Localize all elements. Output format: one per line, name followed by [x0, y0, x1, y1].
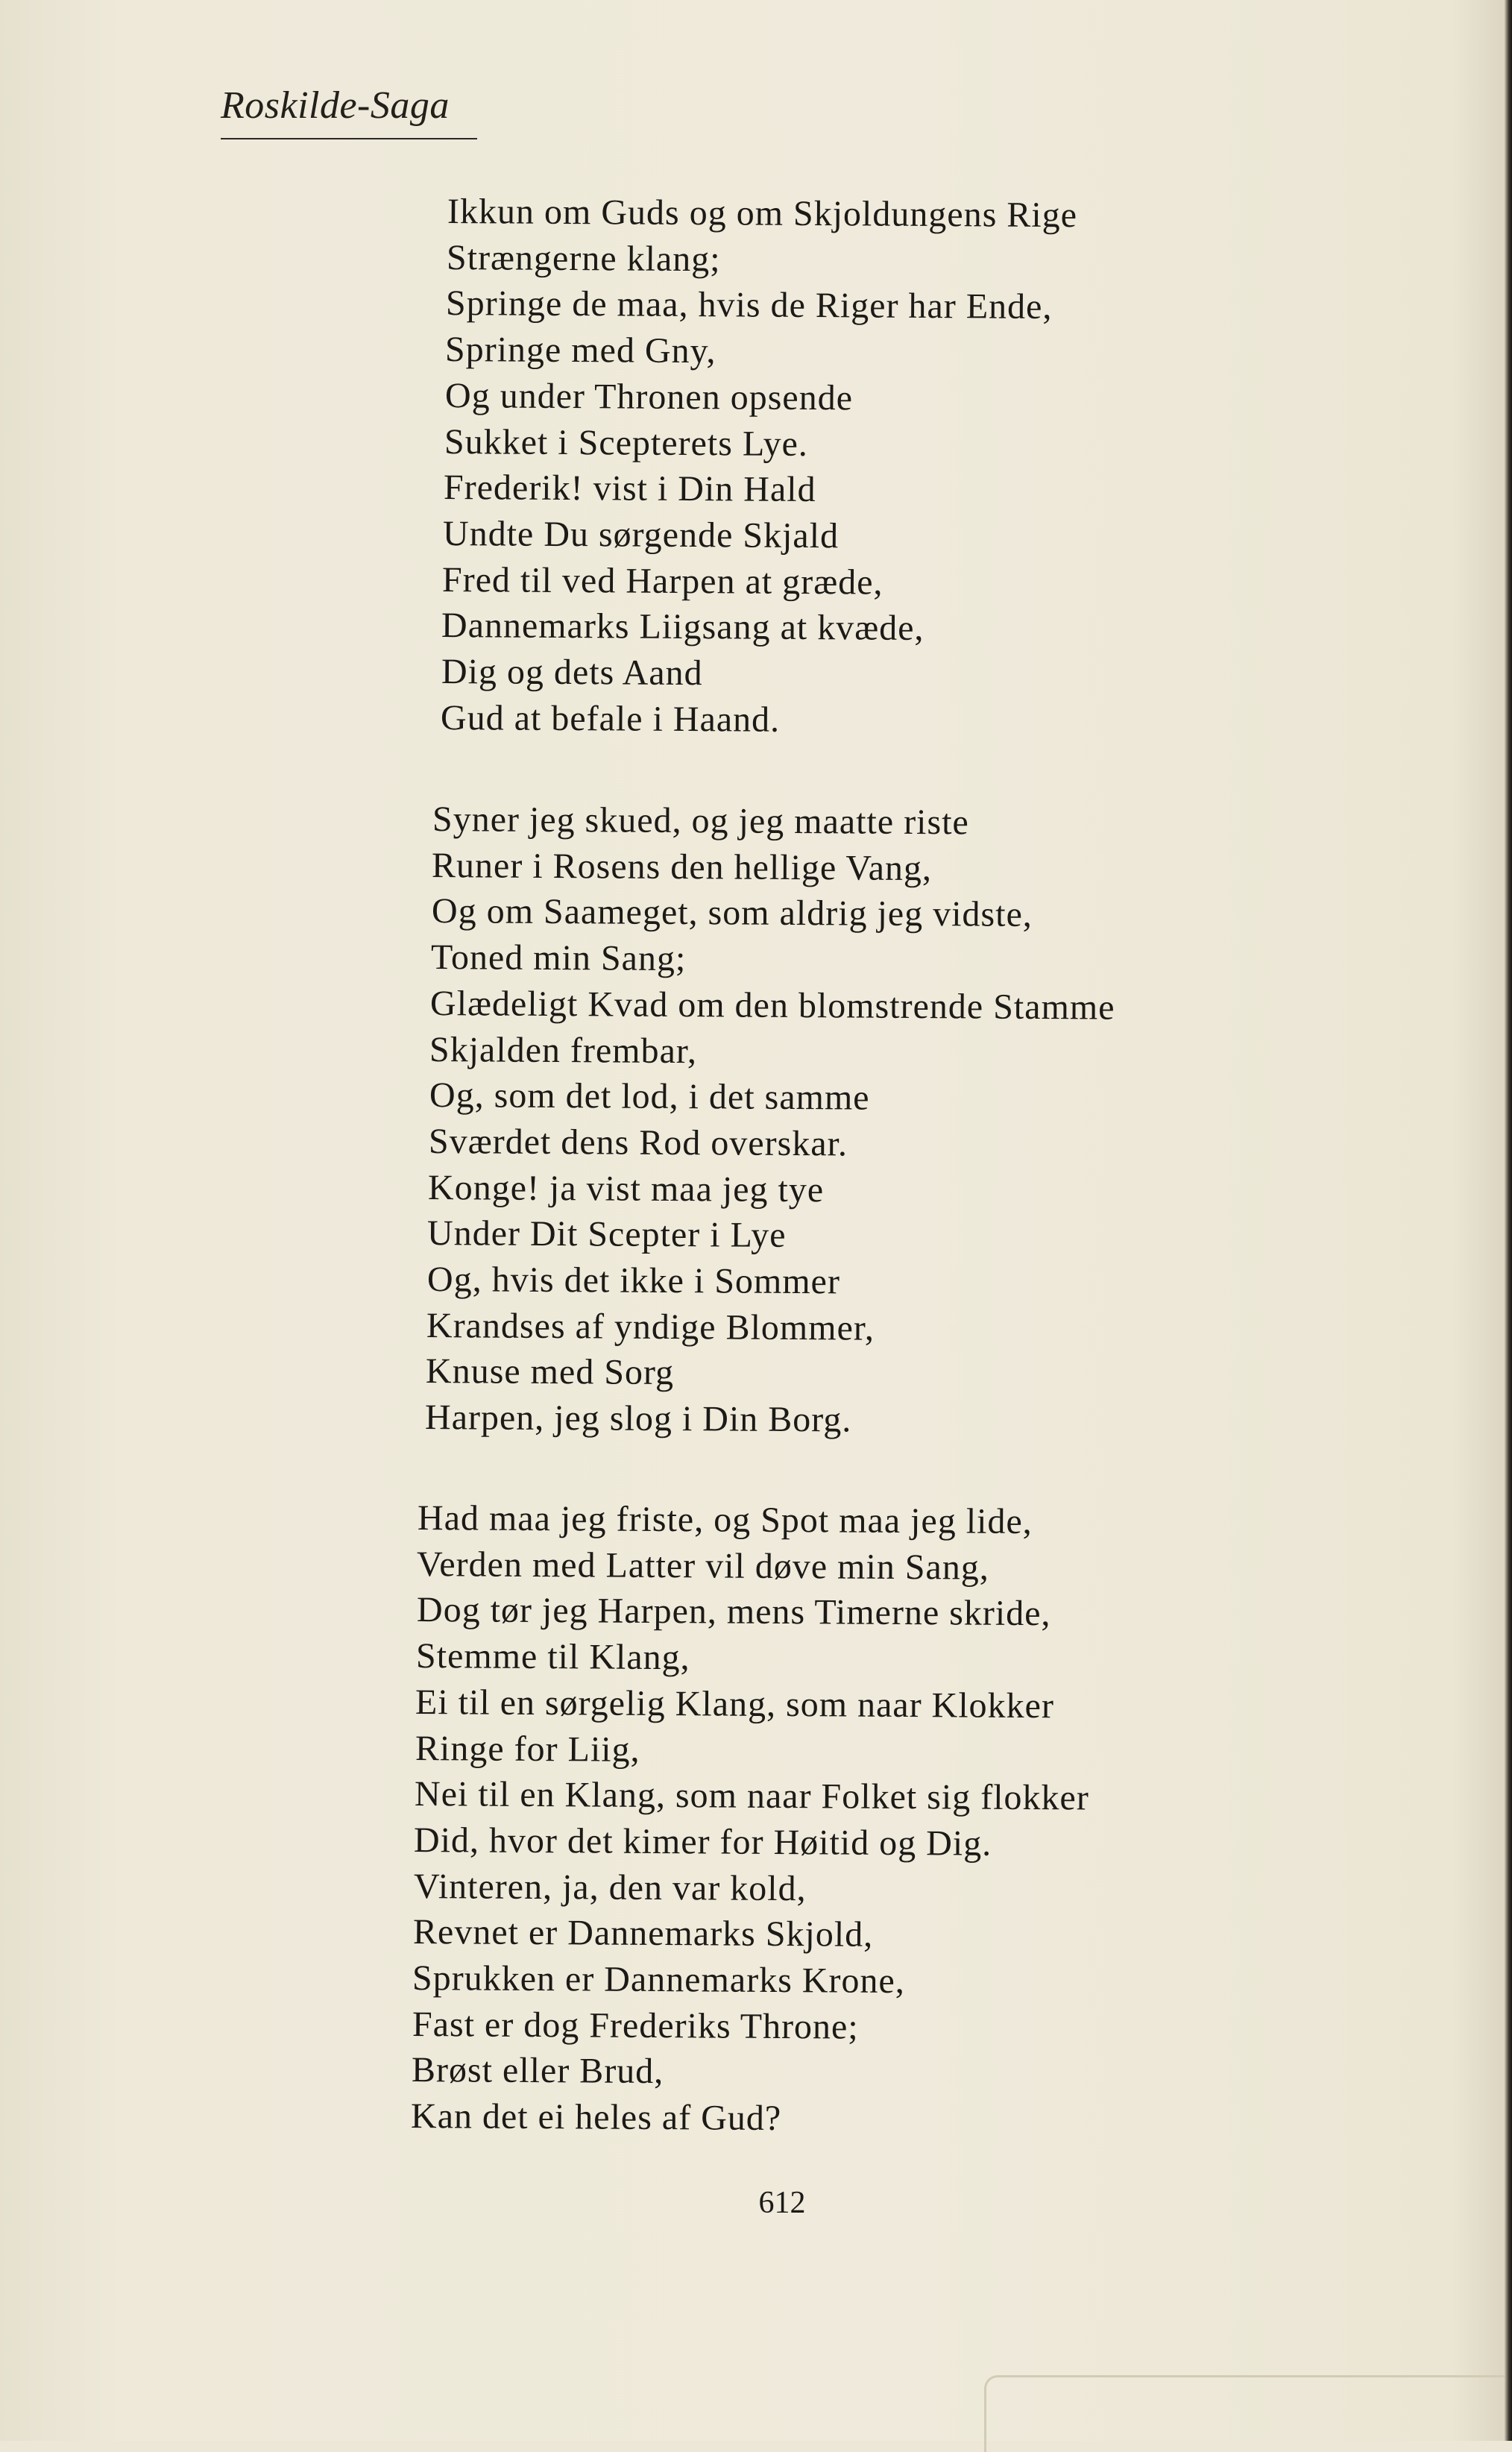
poem-line: Og, hvis det ikke i Sommer	[426, 1260, 841, 1302]
poem-line: Dannemarks Liigsang at kvæde,	[441, 606, 924, 649]
poem-line: Og om Saameget, som aldrig jeg vidste,	[431, 891, 1033, 935]
poem-line: Verden med Latter vil døve min Sang,	[416, 1544, 989, 1588]
poem-line: Sværdet dens Rod overskar.	[428, 1121, 848, 1164]
poem-line: Dog tør jeg Harpen, mens Timerne skride,	[416, 1590, 1051, 1634]
poem-line: Kan det ei heles af Gud?	[410, 2096, 782, 2139]
poem-line: Konge! ja vist maa jeg tye	[427, 1167, 825, 1210]
poem-line: Brøst eller Brud,	[411, 2050, 664, 2092]
poem-line: Runer i Rosens den hellige Vang,	[431, 845, 933, 888]
poem-line: Springe de maa, hvis de Riger har Ende,	[445, 283, 1053, 327]
poem-line: Glædeligt Kvad om den blomstrende Stamme	[429, 983, 1115, 1028]
poem-line: Gud at befale i Haand.	[440, 697, 781, 740]
poem-line: Ei til en sørgelig Klang, som naar Klokker	[415, 1682, 1055, 1726]
poem-line: Krandses af yndige Blommer,	[426, 1305, 875, 1348]
stanza-3	[410, 1495, 1312, 2140]
page-number: 612	[758, 2186, 806, 2220]
poem-line: Skjalden frembar,	[429, 1029, 698, 1071]
poem-line: Knuse med Sorg	[425, 1351, 675, 1393]
poem-line: Ringe for Liig,	[415, 1728, 640, 1770]
poem-line: Ikkun om Guds og om Skjoldungens Rige	[447, 192, 1078, 236]
poem-line: Fred til ved Harpen at græde,	[441, 559, 883, 603]
poem-line: Dig og dets Aand	[441, 652, 703, 694]
poem-line: Og under Thronen opsende	[444, 375, 854, 418]
poem-line: Sukket i Scepterets Lye.	[444, 421, 809, 464]
stanza-2	[424, 796, 1327, 1441]
poem-line: Revnet er Dannemarks Skjold,	[412, 1912, 874, 1955]
running-title: Roskilde-Saga	[221, 84, 477, 139]
poem-line: Sprukken er Dannemarks Krone,	[412, 1958, 905, 2002]
poem-line: Springe med Gny,	[444, 330, 716, 371]
poem-line: Vinteren, ja, den var kold,	[413, 1866, 807, 1908]
poem-line: Og, som det lod, i det samme	[429, 1075, 870, 1118]
poem-line: Undte Du sørgende Skjald	[442, 513, 840, 556]
page-edge-shadow	[1505, 0, 1512, 2441]
poem-line: Toned min Sang;	[430, 937, 687, 979]
poem-line: Strængerne klang;	[446, 237, 721, 279]
poem-line: Under Dit Scepter i Lye	[426, 1213, 787, 1256]
poem-line: Had maa jeg friste, og Spot maa jeg lide,	[417, 1498, 1033, 1542]
stanza-1	[440, 189, 1342, 741]
poem-line: Nei til en Klang, som naar Folket sig flokker	[414, 1774, 1089, 1818]
poem-line: Syner jeg skued, og jeg maatte riste	[432, 799, 969, 843]
poem-line: Did, hvor det kimer for Høitid og Dig.	[413, 1820, 992, 1864]
poem-line: Harpen, jeg slog i Din Borg.	[424, 1398, 852, 1440]
poem-line: Stemme til Klang,	[415, 1636, 690, 1678]
poem-line: Frederik! vist i Din Hald	[443, 468, 816, 510]
poem-line: Fast er dog Frederiks Throne;	[412, 2004, 859, 2047]
